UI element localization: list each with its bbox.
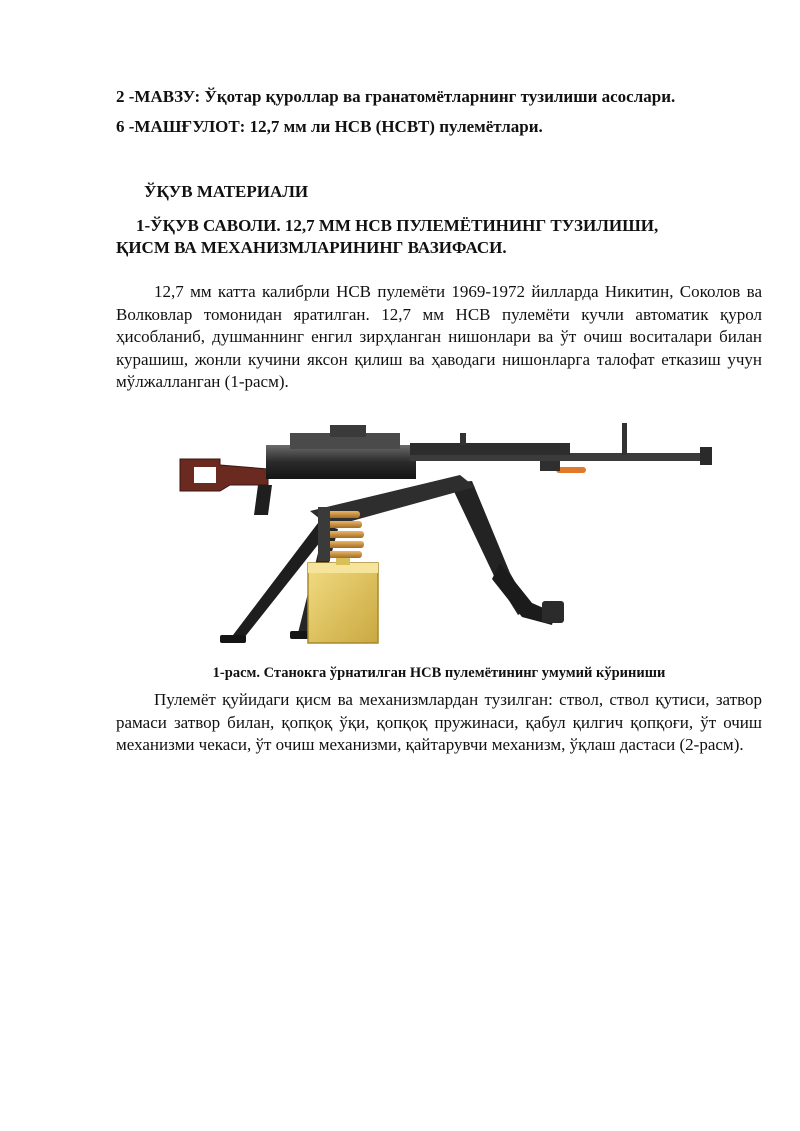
question-line-1: 1-ЎҚУВ САВОЛИ. 12,7 ММ НСВ ПУЛЕМЁТИНИНГ ТУЗИЛИШИ, [136, 216, 659, 235]
question-heading [116, 215, 762, 259]
machine-gun-figure [160, 403, 720, 651]
paragraph-parts [116, 689, 762, 757]
topic-heading: 2 -МАВЗУ: Ўқотар қуроллар ва гранатомётларнинг тузилиши асослари. [116, 87, 676, 106]
lesson-heading: 6 -МАШҒУЛОТ: 12,7 мм ли НСВ (НСВТ) пулемётлари. [116, 117, 543, 136]
material-heading: ЎҚУВ МАТЕРИАЛИ [144, 182, 309, 201]
tripod [220, 475, 564, 643]
paragraph-intro [116, 281, 762, 394]
ammo-belt [318, 507, 364, 561]
paragraph-intro-text: 12,7 мм катта калибрли НСВ пулемёти 1969-1972 йилларда Никитин, Соколов ва Волковлар томонидан яратилган. 12,7 мм НСВ пулемёти кучли автоматик қурол ҳисобланиб, душманнинг енгил зирҳланган нишонлари ва ўт очиш воситалари билан курашиш, жонли кучини яксон қилиш ва ҳаводаги нишонларга талофат етказиш учун мўлжалланган (1-расм). [116, 282, 762, 392]
machine-gun [180, 423, 712, 515]
question-line-2: ҚИСМ ВА МЕХАНИЗМЛАРИНИНГ ВАЗИФАСИ. [116, 238, 507, 257]
figure-caption: 1-расм. Станокга ўрнатилган НСВ пулемётининг умумий кўриниши [212, 665, 666, 681]
ammo-box [308, 553, 378, 643]
paragraph-parts-text: Пулемёт қуйидаги қисм ва механизмлардан тузилган: ствол, ствол қутиси, затвор рамаси затвор билан, қопқоқ ўқи, қопқоқ пружинаси, қабул қилгич қопқоғи, ўт очиш механизми чекаси, ўт очиш механизми, қайтарувчи механизм, ўқлаш дастаси (2-расм). [116, 690, 762, 755]
